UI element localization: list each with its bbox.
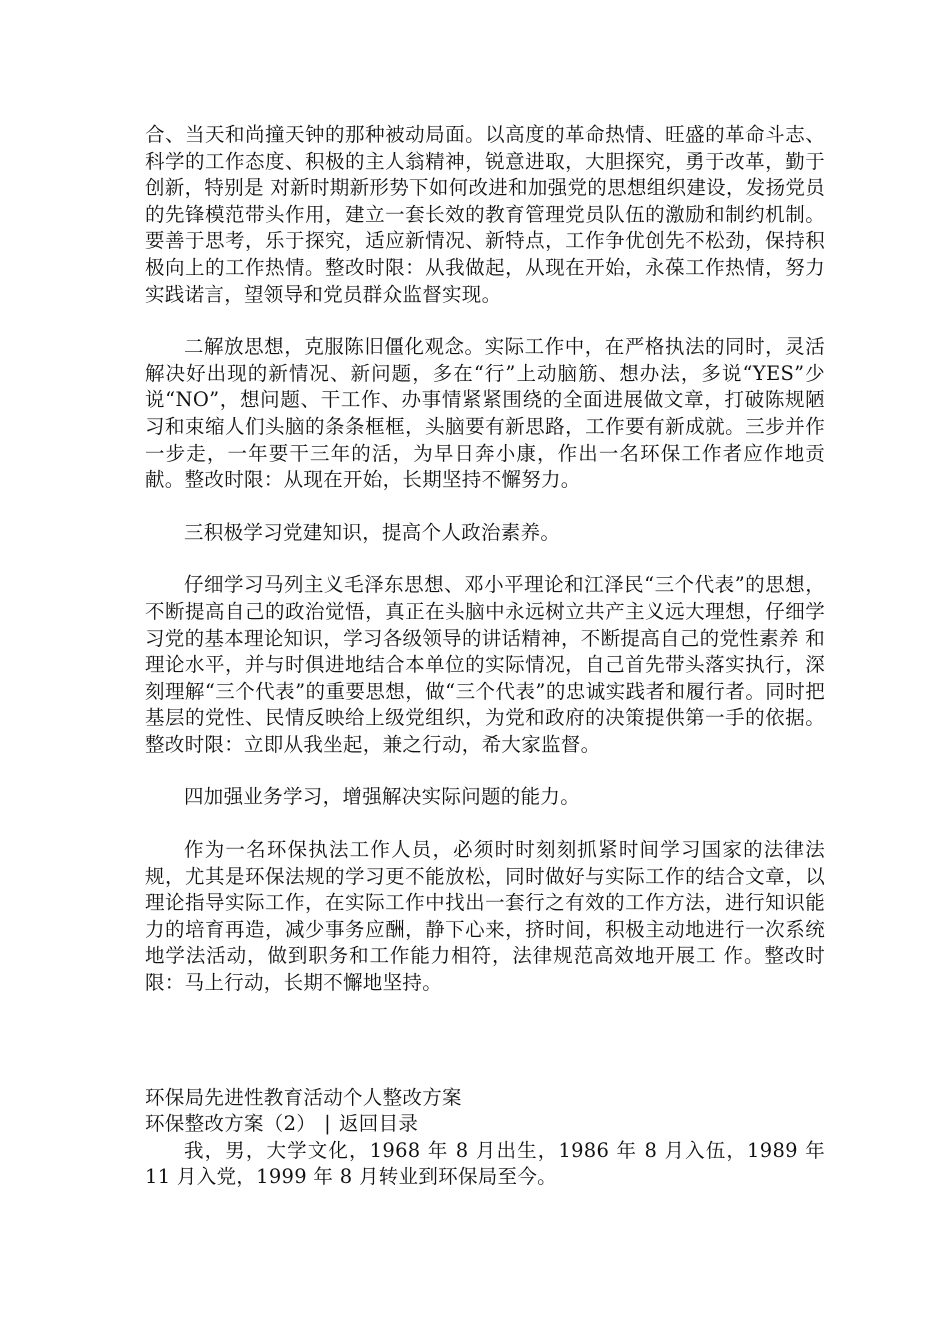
subtitle-line: [145, 1111, 825, 1138]
subtitle: 环保整改方案（2）: [145, 1112, 317, 1136]
document-page: [145, 122, 825, 1191]
section-heading-3: 三积极学习党建知识，提高个人政治素养。: [184, 520, 561, 544]
next-section: [145, 1085, 825, 1191]
body-paragraph-6: 作为一名环保执法工作人员，必须时时刻刻抓紧时间学习国家的法律法规，尤其是环保法规的学习更不能放松，同时做好与实际工作的结合文章，以理论指导实际工作，在实际工作中找出一套行之有效的工作方法，进行知识能力的培育再造，减少事务应酬，静下心来，挤时间，积极主动地进行一次系统地学法活动，做到职务和工作能力相符，法律规范高效地开展工 作。整改时限：马上行动，长期不懈地坚持。: [145, 838, 825, 995]
body-paragraph-1: 合、当天和尚撞天钟的那种被动局面。以高度的革命热情、旺盛的革命斗志、科学的工作态度、积极的主人翁精神，锐意进取，大胆探究，勇于改革，勤于创新，特别是 对新时期新形势下如何改进和加强党的思想组织建设，发扬党员的先锋模范带头作用，建立一套长效的教育管理党员队伍的激励和制约机制。要善于思考，乐于探究，适应新情况、新特点，工作争优创先不松劲，保持积极向上的工作热情。整改时限：从我做起，从现在开始，永葆工作热情，努力实践诺言，望领导和党员群众监督实现。: [145, 123, 825, 306]
back-to-contents-link[interactable]: 返回目录: [338, 1112, 419, 1136]
document-title: 环保局先进性教育活动个人整改方案: [145, 1085, 462, 1109]
intro-paragraph: 我，男，大学文化，1968 年 8 月出生，1986 年 8 月入伍，1989 年 11 月入党，1999 年 8 月转业到环保局至今。: [145, 1138, 825, 1189]
body-paragraph-4: 仔细学习马列主义毛泽东思想、邓小平理论和江泽民“三个代表”的思想，不断提高自己的政治觉悟，真正在头脑中永远树立共产主义远大理想，仔细学习党的基本理论知识，学习各级领导的讲话精神，不断提高自己的党性素养 和理论水平，并与时俱进地结合本单位的实际情况，自己首先带头落实执行，深刻理解“三个代表”的重要思想，做“三个代表”的忠诚实践者和履行者。同时把基层的党性、民情反映给上级党组织，为党和政府的决策提供第一手的依据。整改时限：立即从我坐起，兼之行动，希大家监督。: [145, 573, 825, 756]
separator: |: [324, 1112, 331, 1136]
body-paragraph-2: 二解放思想，克服陈旧僵化观念。实际工作中，在严格执法的同时，灵活解决好出现的新情况、新问题，多在“行”上动脑筋、想办法，多说“YES”少说“NO”，想问题、干工作、办事情紧紧围绕的全面进展做文章，打破陈规陋习和束缩人们头脑的条条框框，头脑要有新思路，工作要有新成就。三步并作一步走，一年要干三年的活，为早日奔小康，作出一名环保工作者应作地贡献。整改时限：从现在开始，长期坚持不懈努力。: [145, 335, 825, 492]
section-heading-4: 四加强业务学习，增强解决实际问题的能力。: [184, 785, 581, 809]
